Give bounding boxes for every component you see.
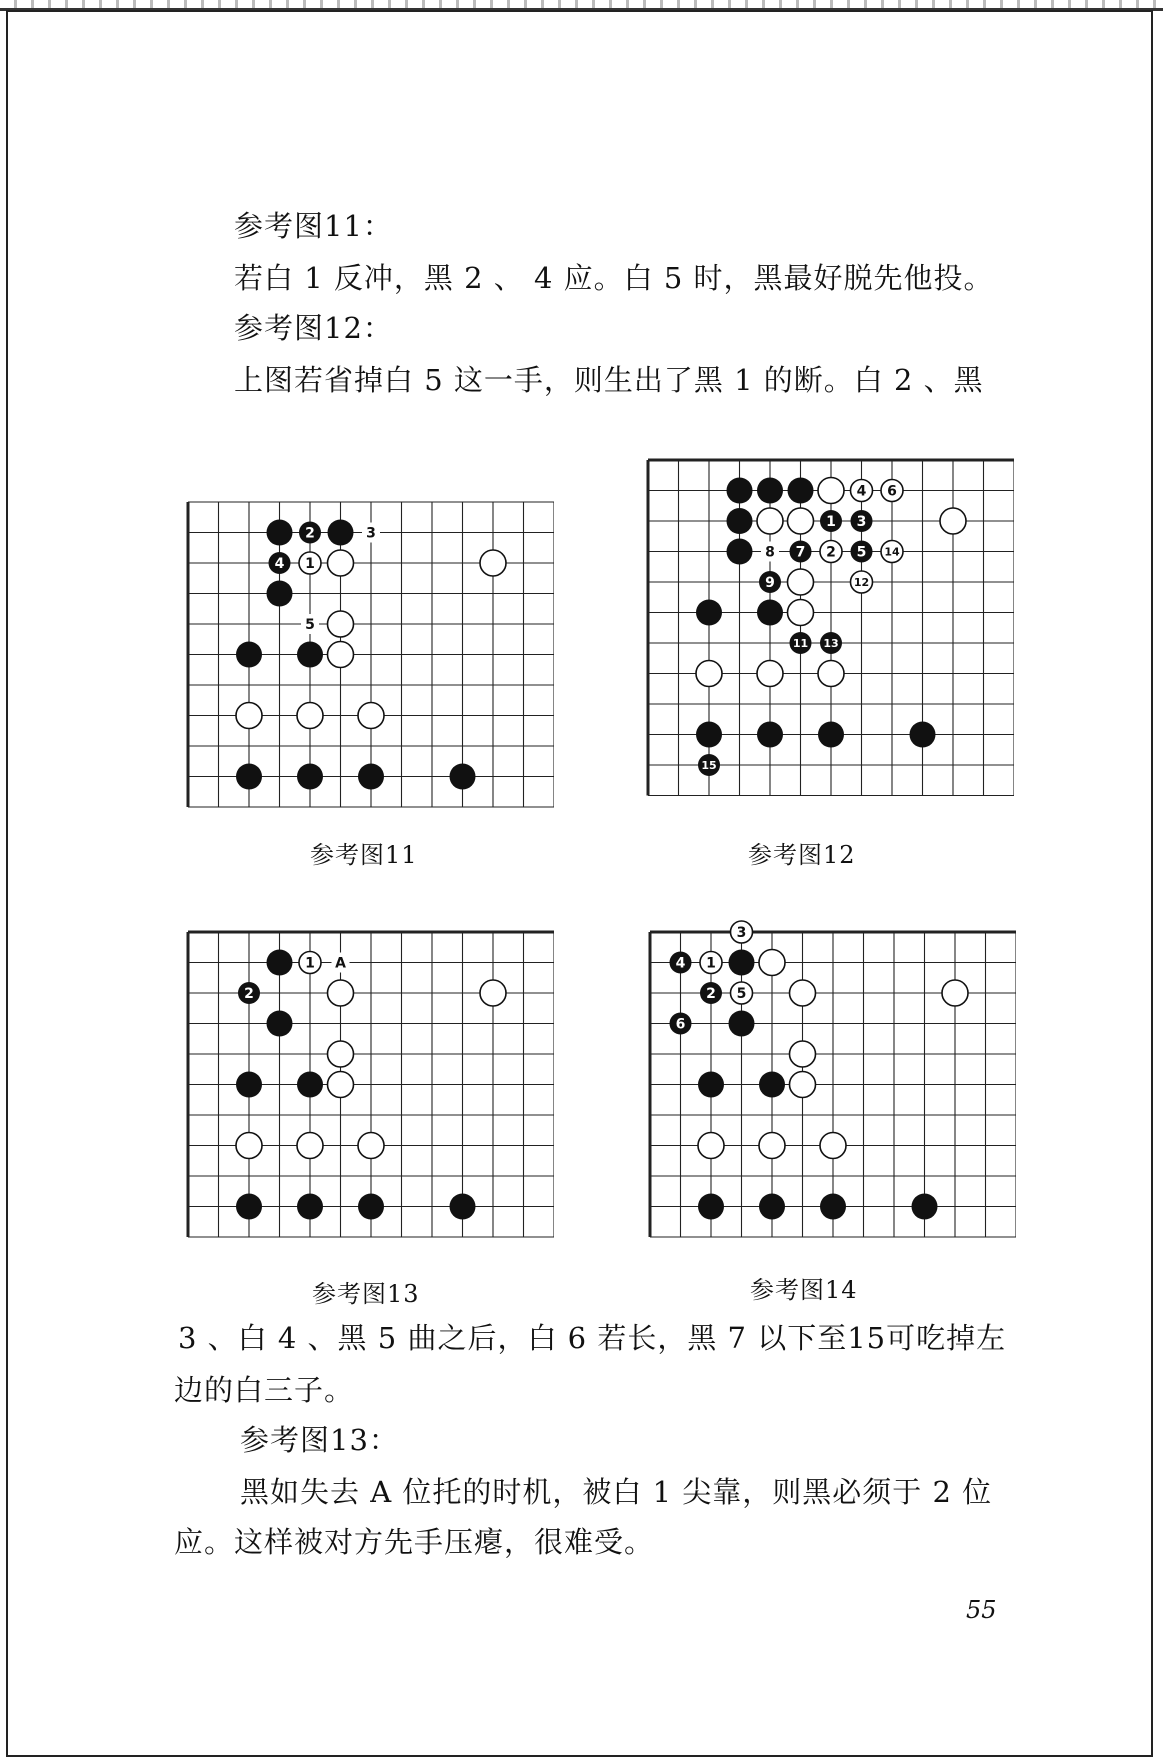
black-stone — [358, 764, 384, 790]
black-stone — [851, 541, 873, 563]
black-stone — [297, 1194, 323, 1220]
white-stone — [328, 550, 354, 576]
white-stone — [881, 480, 903, 502]
move-number: 14 — [884, 545, 900, 559]
paragraph-ref13-end: 应。这样被对方先手压瘪，很难受。 — [174, 1525, 655, 1559]
black-stone — [757, 722, 783, 748]
black-stone — [727, 478, 753, 504]
white-stone — [790, 980, 816, 1006]
move-number: 11 — [792, 636, 809, 650]
move-number: 2 — [244, 985, 254, 1002]
black-stone — [698, 1072, 724, 1098]
heading-ref11: 参考图11： — [234, 209, 393, 243]
move-number: 1 — [305, 955, 315, 972]
white-stone — [731, 921, 753, 943]
go-diagram-13 — [186, 904, 554, 1246]
move-number: 13 — [823, 636, 839, 650]
black-stone — [299, 522, 321, 544]
white-stone — [788, 508, 814, 534]
move-number: 15 — [701, 758, 717, 772]
move-number: 12 — [853, 575, 870, 589]
move-number: 9 — [765, 574, 775, 591]
move-number: 1 — [826, 513, 836, 530]
move-number: 2 — [826, 544, 836, 561]
white-stone — [299, 952, 321, 974]
caption-diagram-14: 参考图14 — [750, 1276, 858, 1304]
move-number: 3 — [736, 924, 747, 941]
move-number: 4 — [274, 555, 285, 572]
white-stone — [328, 980, 354, 1006]
black-stone — [820, 510, 842, 532]
black-stone — [236, 642, 262, 668]
white-stone — [731, 982, 753, 1004]
black-stone — [267, 520, 293, 546]
white-stone — [881, 541, 903, 563]
black-stone — [912, 1194, 938, 1220]
white-stone — [328, 1041, 354, 1067]
black-stone — [698, 754, 720, 776]
white-stone — [696, 661, 722, 687]
caption-diagram-11: 参考图11 — [310, 841, 418, 869]
white-stone — [788, 569, 814, 595]
move-number: 7 — [795, 544, 806, 561]
white-stone — [759, 950, 785, 976]
white-stone — [790, 1041, 816, 1067]
go-diagram-14 — [648, 904, 1016, 1252]
black-stone — [851, 510, 873, 532]
black-stone — [820, 1194, 846, 1220]
black-stone — [267, 581, 293, 607]
white-stone — [790, 1072, 816, 1098]
move-number: 6 — [675, 1016, 686, 1033]
paragraph-ref12-cont: 3 、白 4 、黑 5 曲之后，白 6 若长，黑 7 以下至15可吃掉左 — [178, 1321, 1007, 1355]
black-stone — [790, 541, 812, 563]
black-stone — [820, 632, 842, 654]
board-label — [301, 614, 319, 634]
white-stone — [297, 1133, 323, 1159]
white-stone — [759, 1133, 785, 1159]
black-stone — [236, 764, 262, 790]
page-number: 55 — [966, 1596, 997, 1624]
black-stone — [729, 950, 755, 976]
black-stone — [267, 1011, 293, 1037]
black-stone — [696, 722, 722, 748]
white-stone — [820, 541, 842, 563]
black-stone — [696, 600, 722, 626]
white-stone — [940, 508, 966, 534]
black-stone — [790, 632, 812, 654]
black-stone — [757, 600, 783, 626]
black-stone — [297, 642, 323, 668]
white-stone — [757, 508, 783, 534]
heading-ref13: 参考图13： — [240, 1423, 399, 1457]
move-number: 3 — [366, 525, 376, 542]
paragraph-ref11: 若白 1 反冲，黑 2 、 4 应。白 5 时，黑最好脱先他投。 — [234, 261, 994, 295]
black-stone — [328, 520, 354, 546]
black-stone — [236, 1072, 262, 1098]
black-stone — [267, 950, 293, 976]
black-stone — [729, 1011, 755, 1037]
black-stone — [450, 764, 476, 790]
white-stone — [297, 703, 323, 729]
white-stone — [328, 1072, 354, 1098]
white-stone — [328, 642, 354, 668]
white-stone — [480, 980, 506, 1006]
move-number: 5 — [305, 616, 315, 633]
caption-diagram-13: 参考图13 — [312, 1280, 420, 1308]
white-stone — [851, 571, 873, 593]
caption-diagram-12: 参考图12 — [748, 841, 856, 869]
paragraph-ref13: 黑如失去 A 位托的时机，被白 1 尖靠，则黑必须于 2 位 — [240, 1475, 993, 1509]
move-number: 3 — [856, 513, 867, 530]
black-stone — [757, 478, 783, 504]
black-stone — [297, 764, 323, 790]
white-stone — [818, 661, 844, 687]
white-stone — [820, 1133, 846, 1159]
white-stone — [757, 661, 783, 687]
black-stone — [818, 722, 844, 748]
move-number: A — [335, 955, 346, 972]
board-label — [362, 523, 380, 543]
white-stone — [788, 600, 814, 626]
white-stone — [236, 703, 262, 729]
black-stone — [788, 478, 814, 504]
white-stone — [358, 703, 384, 729]
board-label — [332, 953, 350, 973]
move-number: 4 — [675, 955, 686, 972]
black-stone — [910, 722, 936, 748]
paragraph-ref12: 上图若省掉白 5 这一手，则生出了黑 1 的断。白 2 、黑 — [234, 363, 984, 397]
white-stone — [480, 550, 506, 576]
move-number: 5 — [856, 544, 867, 561]
move-number: 1 — [305, 555, 315, 572]
black-stone — [670, 952, 692, 974]
white-stone — [818, 478, 844, 504]
white-stone — [328, 611, 354, 637]
black-stone — [727, 508, 753, 534]
black-stone — [358, 1194, 384, 1220]
move-number: 2 — [706, 985, 716, 1002]
black-stone — [269, 552, 291, 574]
paragraph-ref12-end: 边的白三子。 — [174, 1373, 355, 1407]
white-stone — [698, 1133, 724, 1159]
black-stone — [670, 1013, 692, 1035]
black-stone — [238, 982, 260, 1004]
white-stone — [851, 480, 873, 502]
white-stone — [299, 552, 321, 574]
black-stone — [700, 982, 722, 1004]
move-number: 2 — [305, 525, 315, 542]
white-stone — [236, 1133, 262, 1159]
black-stone — [759, 1194, 785, 1220]
white-stone — [358, 1133, 384, 1159]
black-stone — [759, 571, 781, 593]
black-stone — [727, 539, 753, 565]
move-number: 6 — [887, 483, 897, 500]
move-number: 5 — [736, 985, 747, 1002]
black-stone — [759, 1072, 785, 1098]
white-stone — [700, 952, 722, 974]
go-diagram-12 — [646, 424, 1014, 808]
black-stone — [297, 1072, 323, 1098]
go-diagram-11 — [186, 466, 554, 808]
black-stone — [236, 1194, 262, 1220]
white-stone — [942, 980, 968, 1006]
move-number: 4 — [856, 483, 867, 500]
heading-ref12: 参考图12： — [234, 311, 393, 345]
move-number: 1 — [706, 955, 716, 972]
black-stone — [450, 1194, 476, 1220]
black-stone — [698, 1194, 724, 1220]
move-number: 8 — [765, 544, 775, 561]
board-label — [761, 542, 779, 562]
